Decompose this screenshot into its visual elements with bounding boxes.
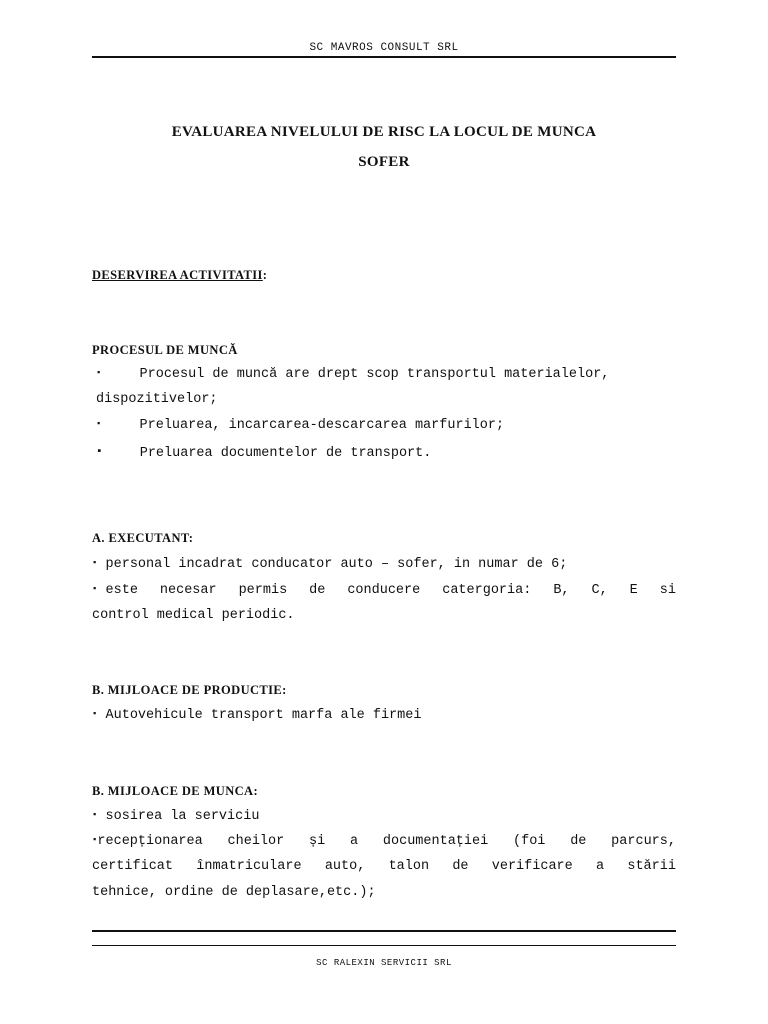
procesul-item-1-text: Procesul de muncă are drept scop transportul materialelor, [139, 367, 610, 382]
document-subtitle: SOFER [358, 154, 410, 170]
productie-item-1 [92, 708, 421, 723]
section-munca-heading: B. MIJLOACE DE MUNCA: [92, 784, 259, 798]
munca-item-2-word: cheilor [227, 834, 285, 849]
munca-item-2-word: (foi [513, 834, 546, 849]
procesul-item-2 [96, 418, 504, 433]
section-deservirea-heading [92, 268, 267, 283]
munca-item-2-word: documentației [382, 834, 489, 849]
munca-item-2-word: a [350, 834, 359, 849]
bullet-icon: ▪ [96, 419, 102, 429]
page-footer: SC RALEXIN SERVICII SRL [316, 958, 452, 968]
procesul-item-1 [96, 367, 609, 382]
document-title: EVALUAREA NIVELULUI DE RISC LA LOCUL DE MUNCA [171, 124, 597, 140]
executant-item-2-word: B, [553, 583, 570, 598]
deservirea-colon: : [262, 268, 268, 282]
executant-item-2-word: de [309, 583, 326, 598]
executant-item-2-word: necesar [159, 583, 217, 598]
procesul-item-3-text: Preluarea documentelor de transport. [139, 446, 432, 461]
munca-item-2-word: auto, [324, 859, 366, 874]
page-header: SC MAVROS CONSULT SRL [309, 42, 459, 54]
executant-item-2-word: E [629, 583, 638, 598]
header-rule [92, 56, 676, 58]
munca-item-2-word: de [452, 859, 469, 874]
munca-item-2-line-3: tehnice, ordine de deplasare,etc.); [92, 885, 376, 900]
munca-item-1-text: sosirea la serviciu [105, 809, 260, 824]
bullet-icon: ▪ [92, 835, 98, 845]
executant-item-2-word: C, [591, 583, 608, 598]
executant-item-2-word: si [659, 583, 676, 598]
munca-item-2-word: înmatriculare [196, 859, 302, 874]
executant-item-2-word: ▪ este [92, 583, 138, 598]
munca-item-2-word: verificare [491, 859, 573, 874]
bullet-icon: ▪ [96, 368, 102, 378]
deservirea-heading-text: DESERVIREA ACTIVITATII [92, 268, 263, 282]
section-executant-heading: A. EXECUTANT: [92, 531, 194, 545]
section-productie-heading: B. MIJLOACE DE PRODUCTIE: [92, 683, 287, 697]
munca-item-2-word: ▪recepționarea [92, 834, 203, 849]
munca-item-2-word: talon [388, 859, 430, 874]
bullet-icon: ▪ [92, 810, 98, 820]
munca-item-2-word: certificat [92, 859, 174, 874]
productie-item-1-text: Autovehicule transport marfa ale firmei [105, 708, 422, 723]
footer-rule [92, 930, 676, 932]
procesul-item-1-cont: dispozitivelor; [96, 392, 218, 407]
bullet-icon: ▪ [92, 558, 98, 568]
munca-item-2-word: stării [627, 859, 676, 874]
executant-item-2 [92, 583, 676, 598]
munca-item-2-word: și [309, 834, 326, 849]
munca-item-1 [92, 809, 259, 824]
executant-item-2-word: permis [238, 583, 288, 598]
executant-item-2-word: conducere [347, 583, 421, 598]
munca-item-2-word: a [596, 859, 605, 874]
executant-item-2-word: catergoria: [442, 583, 532, 598]
bullet-icon: ▪ [92, 709, 98, 719]
procesul-item-2-text: Preluarea, incarcarea-descarcarea marfurilor; [139, 418, 505, 433]
executant-item-1 [92, 557, 567, 572]
procesul-item-3 [96, 446, 431, 461]
munca-item-2 [92, 834, 676, 849]
executant-item-2-cont: control medical periodic. [92, 608, 295, 623]
footer-rule-thin [92, 945, 676, 946]
munca-item-2-word: de [570, 834, 587, 849]
munca-item-2-word: parcurs, [611, 834, 676, 849]
bullet-icon: ▪ [92, 584, 98, 594]
section-procesul-heading: PROCESUL DE MUNCĂ [92, 343, 238, 357]
bullet-icon: ▪ [96, 446, 103, 458]
executant-item-1-text: personal incadrat conducator auto – sofer, in numar de 6; [105, 557, 568, 572]
munca-item-2-line-2 [92, 859, 676, 874]
